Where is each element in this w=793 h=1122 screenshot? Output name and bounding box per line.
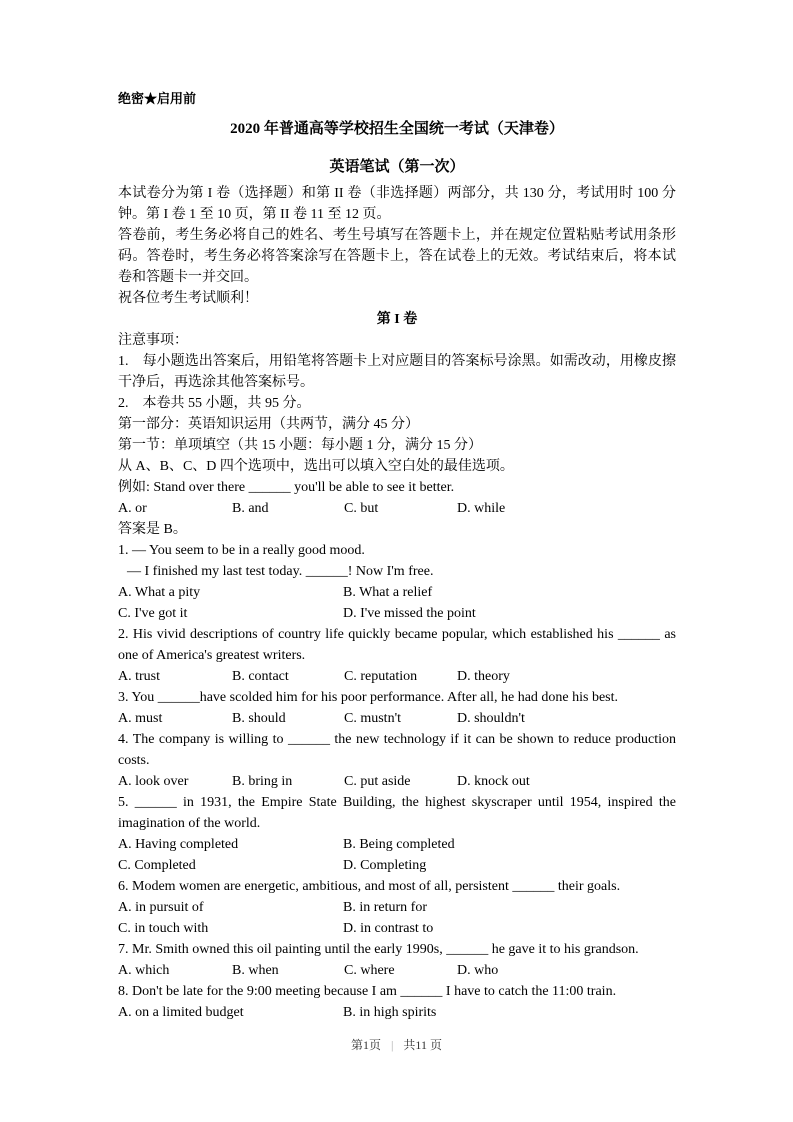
question-7-options <box>118 960 676 981</box>
question-6-option-b: B. in return for <box>343 900 427 915</box>
question-4-option-b: B. bring in <box>232 774 293 789</box>
intro-paragraph-2: 答卷前，考生务必将自己的姓名、考生号填写在答题卡上，并在规定位置粘贴考试用条形码。答卷时，考生务必将答案涂写在答题卡上，答在试卷上的无效。考试结束后，将本试卷和答题卡一并交回。 <box>118 228 676 285</box>
example-answer: 答案是 B。 <box>118 522 187 537</box>
question-2-stem: 2. His vivid descriptions of country life quickly became popular, which established his ______ as one of America's greatest writers. <box>118 627 676 663</box>
question-5-options-row2 <box>118 855 676 876</box>
example-option-d: D. while <box>457 501 506 516</box>
question-3-stem: 3. You ______have scolded him for his poor performance. After all, he had done his best. <box>118 690 619 705</box>
question-4-options <box>118 771 676 792</box>
question-1-stem-line2: — I finished my last test today. ______! Now I'm free. <box>127 564 434 579</box>
intro-paragraph-1: 本试卷分为第 I 卷（选择题）和第 II 卷（非选择题）两部分，共 130 分，考试用时 100 分钟。第 I 卷 1 至 10 页，第 II 卷 11 至 12 页。 <box>118 186 676 222</box>
question-5-stem: 5. ______ in 1931, the Empire State Building, the highest skyscraper until 1954, inspired the imagination of the world. <box>118 795 676 831</box>
question-6-options-row1 <box>118 897 676 918</box>
question-2-option-c: C. reputation <box>344 669 418 684</box>
question-7-stem: 7. Mr. Smith owned this oil painting until the early 1990s, ______ he gave it to his grandson. <box>118 942 639 957</box>
question-1-option-c: C. I've got it <box>118 606 188 621</box>
question-3-option-b: B. should <box>232 711 286 726</box>
example-block <box>118 477 676 540</box>
example-option-b: B. and <box>232 501 269 516</box>
question-6-option-c: C. in touch with <box>118 921 209 936</box>
page-footer <box>0 1036 793 1054</box>
question-5-options-row1 <box>118 834 676 855</box>
section1-heading: 第一节：单项填空（共 15 小题：每小题 1 分，满分 15 分） <box>118 438 482 453</box>
question-2-options <box>118 666 676 687</box>
question-1-stem: 1. — You seem to be in a really good mood. <box>118 543 365 558</box>
question-4-option-d: D. knock out <box>457 774 530 789</box>
question-7 <box>118 939 676 981</box>
question-8-option-b: B. in high spirits <box>343 1005 437 1020</box>
question-3-option-d: D. shouldn't <box>457 711 525 726</box>
question-2 <box>118 624 676 687</box>
intro-paragraph-3: 祝各位考生考试顺利！ <box>118 291 258 306</box>
question-5-option-d: D. Completing <box>343 858 427 873</box>
question-8-stem: 8. Don't be late for the 9:00 meeting because I am ______ I have to catch the 11:00 train. <box>118 984 617 999</box>
section1-instruction: 从 A、B、C、D 四个选项中，选出可以填入空白处的最佳选项。 <box>118 459 514 474</box>
notes-heading: 注意事项： <box>118 333 188 348</box>
question-3-options <box>118 708 676 729</box>
classification-label: 绝密★启用前 <box>118 91 197 106</box>
volume-title: 第 I 卷 <box>376 312 418 327</box>
question-6-option-d: D. in contrast to <box>343 921 434 936</box>
footer-page-number: 第1页 <box>351 1038 382 1052</box>
question-7-option-d: D. who <box>457 963 499 978</box>
question-1-option-d: D. I've missed the point <box>343 606 476 621</box>
question-4-stem: 4. The company is willing to ______ the new technology if it can be shown to reduce production costs. <box>118 732 676 768</box>
question-3-option-c: C. mustn't <box>344 711 401 726</box>
example-option-c: C. but <box>344 501 379 516</box>
question-5 <box>118 792 676 876</box>
footer-separator: | <box>391 1038 394 1052</box>
example-stem: 例如: Stand over there ______ you'll be able to see it better. <box>118 480 455 495</box>
question-8-option-a: A. on a limited budget <box>118 1005 244 1020</box>
question-8-options-row1 <box>118 1002 676 1023</box>
question-1-option-b: B. What a relief <box>343 585 433 600</box>
question-6-options-row2 <box>118 918 676 939</box>
question-4-option-a: A. look over <box>118 774 189 789</box>
question-1 <box>118 540 676 624</box>
footer-total-pages: 共11 页 <box>403 1038 442 1052</box>
example-options <box>118 498 676 519</box>
question-1-options-row2 <box>118 603 676 624</box>
question-7-option-c: C. where <box>344 963 395 978</box>
question-6 <box>118 876 676 939</box>
question-3-option-a: A. must <box>118 711 163 726</box>
question-2-option-b: B. contact <box>232 669 289 684</box>
question-7-option-b: B. when <box>232 963 279 978</box>
question-1-option-a: A. What a pity <box>118 585 201 600</box>
example-option-a: A. or <box>118 501 147 516</box>
question-8 <box>118 981 676 1023</box>
question-5-option-c: C. Completed <box>118 858 196 873</box>
question-6-option-a: A. in pursuit of <box>118 900 204 915</box>
exam-title: 2020 年普通高等学校招生全国统一考试（天津卷） <box>230 121 564 137</box>
question-2-option-d: D. theory <box>457 669 510 684</box>
question-4 <box>118 729 676 792</box>
question-2-option-a: A. trust <box>118 669 160 684</box>
question-1-options-row1 <box>118 582 676 603</box>
question-5-option-b: B. Being completed <box>343 837 455 852</box>
note-2: 2. 本卷共 55 小题，共 95 分。 <box>118 396 311 411</box>
question-6-stem: 6. Modem women are energetic, ambitious, and most of all, persistent ______ their goals. <box>118 879 621 894</box>
part1-heading: 第一部分：英语知识运用（共两节，满分 45 分） <box>118 417 419 432</box>
question-5-option-a: A. Having completed <box>118 837 239 852</box>
question-3 <box>118 687 676 729</box>
exam-subtitle: 英语笔试（第一次） <box>329 159 465 175</box>
note-1: 1. 每小题选出答案后，用铅笔将答题卡上对应题目的答案标号涂黑。如需改动，用橡皮擦干净后，再选涂其他答案标号。 <box>118 354 676 390</box>
question-7-option-a: A. which <box>118 963 170 978</box>
question-4-option-c: C. put aside <box>344 774 411 789</box>
